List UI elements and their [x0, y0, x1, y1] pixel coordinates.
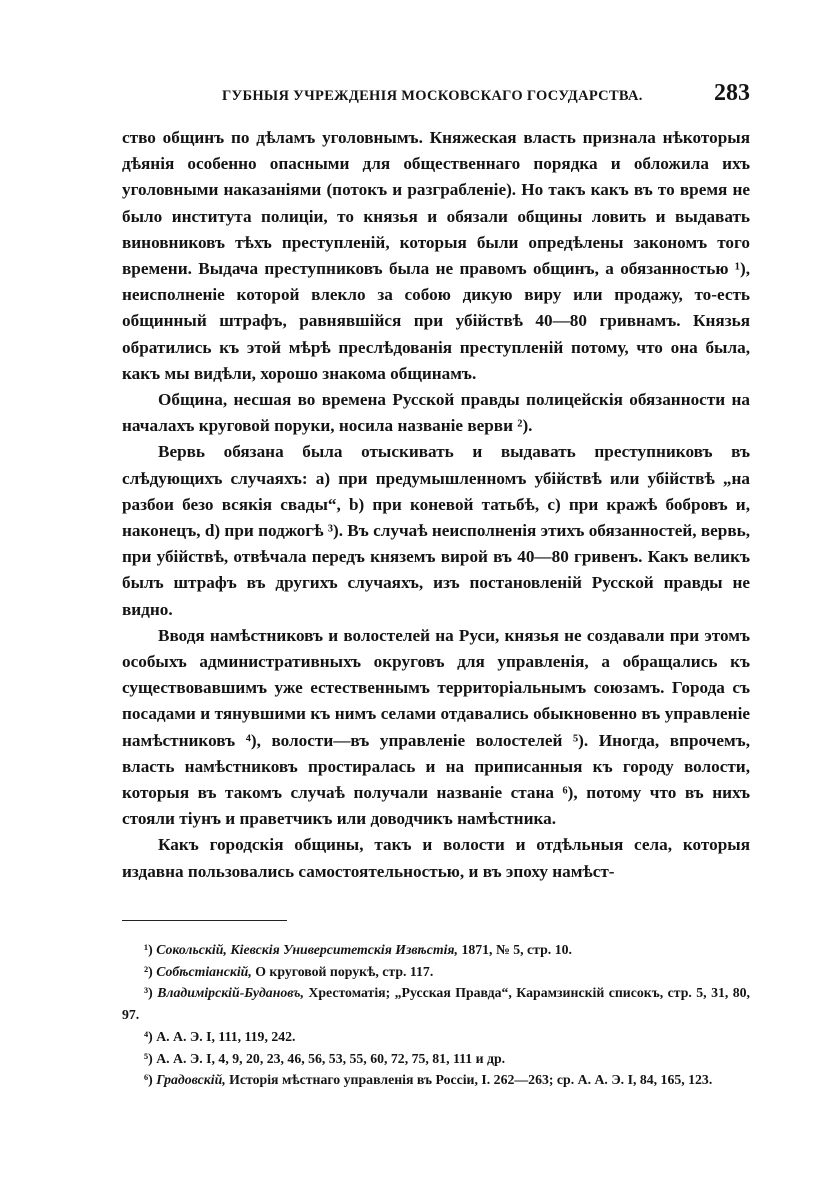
footnote-author: Сокольскій, [156, 942, 227, 957]
main-text [122, 125, 750, 885]
footnote-author: Владимірскій-Будановъ, [157, 985, 304, 1001]
footnote [122, 939, 750, 961]
page-number: 283 [714, 80, 750, 106]
footnote [122, 1026, 750, 1048]
paragraph: Вводя намѣстниковъ и волостелей на Руси, князья не создавали при этомъ особыхъ административныхъ округовъ для управленія, а обращались къ существовавшимъ уже естественнымъ территоріальнымъ союзамъ. Города съ посадами и тянувшими къ нимъ селами отдавались обыкновенно въ управленіе намѣстниковъ ⁴), волости—въ управленіе волостелей ⁵). Иногда, впрочемъ, власть намѣстниковъ простиралась и на приписанныя къ городу волости, которыя въ такомъ случаѣ получали названіе стана ⁶), потому что въ нихъ стояли тіунъ и праветчикъ или доводчикъ намѣстника. [122, 625, 750, 829]
footnote-marker: ¹) [144, 942, 153, 957]
footnote-text: О круговой порукѣ, стр. 117. [251, 963, 434, 979]
paragraph: Какъ городскія общины, такъ и волости и отдѣльныя села, которыя издавна пользовались самостоятельностью, и въ эпоху намѣст- [122, 835, 750, 881]
footnote-text: А. А. Э. I, 111, 119, 242. [156, 1028, 296, 1044]
footnote-author: Градовскій, [156, 1072, 226, 1088]
paragraph: Вервь обязана была отыскивать и выдавать преступниковъ въ слѣдующихъ случаяхъ: a) при предумышленномъ убійствѣ или убійствѣ „на разбои безо всякія свады“, b) при коневой татьбѣ, c) при кражѣ бобровъ и, наконецъ, d) при поджогѣ ³). Въ случаѣ неисполненія этихъ обязанностей, вервь, при убійствѣ, отвѣчала передъ княземъ вирой въ 40—80 гривенъ. Какъ великъ былъ штрафъ въ другихъ случаяхъ, изъ постановленій Русской правды не видно. [122, 442, 750, 619]
footnote [122, 1048, 750, 1070]
footnotes [122, 939, 750, 1091]
footnote-marker: ⁵) [144, 1050, 153, 1066]
footnote-marker: ³) [144, 985, 153, 1001]
footnote-title: Кіевскія Университетскія Извѣстія, [226, 942, 458, 957]
footnote-text: Исторія мѣстнаго управленія въ Россіи, I. 262—263; ср. А. А. Э. I, 84, 165, 123. [225, 1072, 713, 1088]
footnote-divider [122, 920, 287, 921]
footnote-text: А. А. Э. I, 4, 9, 20, 23, 46, 56, 53, 55, 60, 72, 75, 81, 111 и др. [156, 1050, 506, 1066]
footnote-text: Хрестоматія; „Русская Правда“, Карамзинскій списокъ, стр. 5, 31, 80, 97. [122, 985, 751, 1023]
footnote [122, 961, 750, 983]
footnote-author: Собѣстіанскій, [156, 963, 252, 979]
running-title: ГУБНЫЯ УЧРЕЖДЕНІЯ МОСКОВСКАГО ГОСУДАРСТВА. [222, 88, 643, 104]
footnote-marker: ⁴) [144, 1028, 153, 1044]
paragraph: Община, несшая во времена Русской правды полицейскія обязанности на началахъ круговой поруки, носила названіе верви ²). [122, 390, 750, 436]
page-header [122, 80, 750, 112]
paragraph: ство общинъ по дѣламъ уголовнымъ. Княжеская власть признала нѣкоторыя дѣянія особенно опасными для общественнаго порядка и обложила ихъ уголовными наказаніями (потокъ и разграбленіе). Но такъ какъ въ то время не было института полиціи, то князья и обязали общины ловить и выдавать виновниковъ тѣхъ преступленій, которыя были опредѣлены закономъ того времени. Выдача преступниковъ была не правомъ общинъ, а обязанностью ¹), неисполненіе которой влекло за собою дикую виру или продажу, то-есть общинный штрафъ, равнявшійся при убійствѣ 40—80 гривнамъ. Князья обратились къ этой мѣрѣ преслѣдованія преступленій потому, что она была, какъ мы видѣли, хорошо знакома общинамъ. [122, 128, 750, 383]
footnote-marker: ²) [144, 963, 153, 979]
footnote [122, 1069, 750, 1091]
footnote [122, 982, 750, 1025]
footnote-marker: ⁶) [144, 1072, 153, 1088]
footnote-text: 1871, № 5, стр. 10. [458, 942, 572, 957]
